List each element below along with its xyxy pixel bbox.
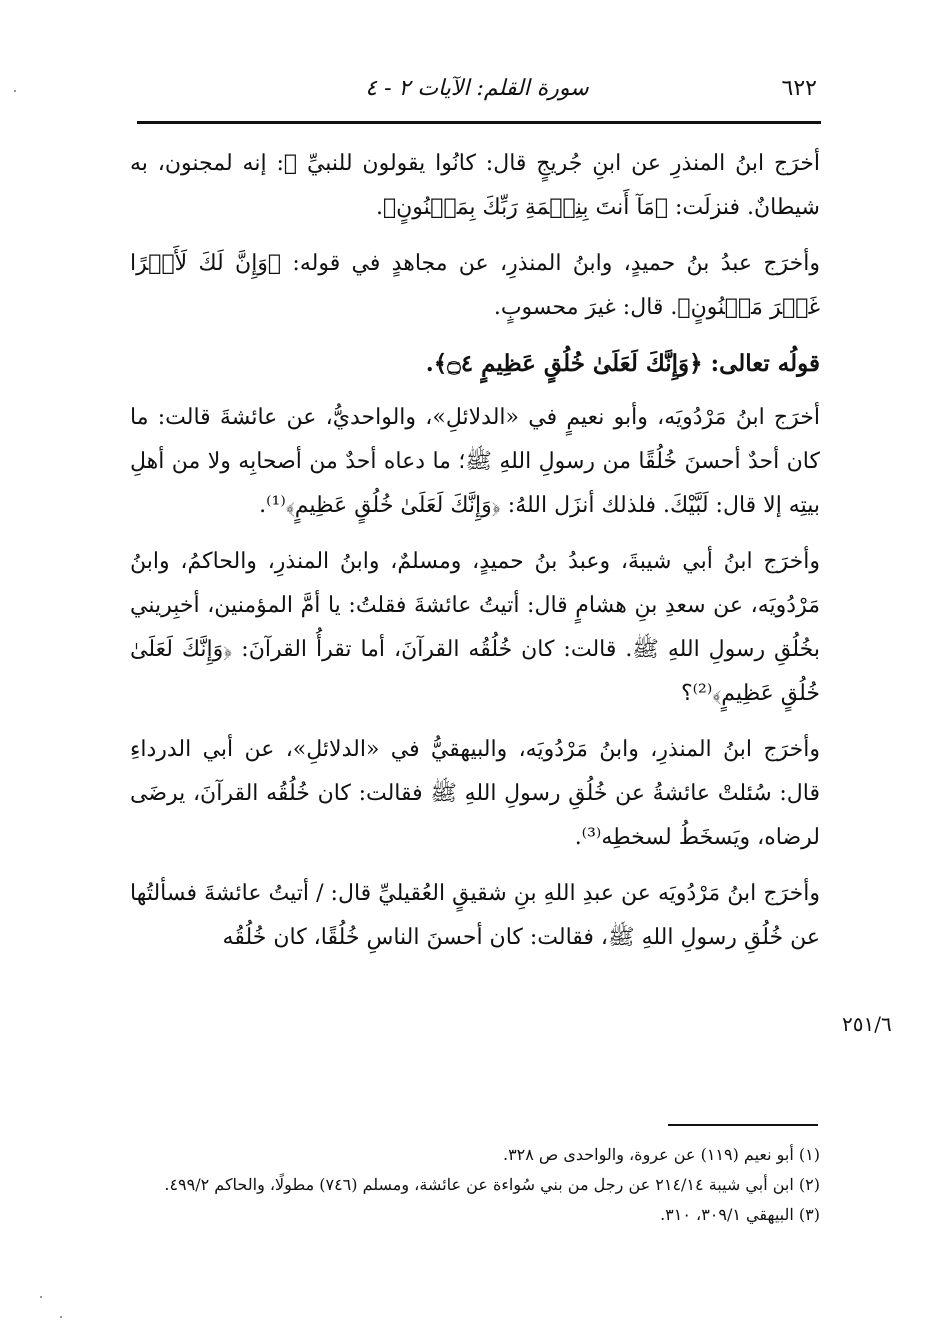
- footnote-1: (١) أبو نعيم (١١٩) عن عروة، والواحدى ص ٣٢٨.: [502, 1145, 820, 1164]
- paragraph-1: أخرَج ابنُ المنذرِ عن ابنِ جُريجٍ قال: كانُوا يقولون للنبيِّ ﷺ: إنه لمجنون، به شيطانٌ. فنزلَت: ﴿مَآ أَنتَ بِنِعۡمَةِ رَبِّكَ بِمَجۡنُونٍ﴾.: [130, 151, 820, 220]
- header-rule: [137, 121, 821, 124]
- running-title: سورة القلم: الآيات ٢ - ٤: [365, 76, 589, 101]
- margin-reference: ٢٥١/٦: [842, 1012, 892, 1036]
- paragraph-2: وأخرَج عبدُ بنُ حميدٍ، وابنُ المنذرِ، عن مجاهدٍ في قوله: ﴿وَإِنَّ لَكَ لَأَجۡرًا غَيۡرَ مَمۡنُونٍ﴾. قال: غيرَ محسوبٍ.: [130, 251, 820, 320]
- footnote-2: (٢) ابن أبي شيبة ٢١٤/١٤ عن رجل من بني سُواءة عن عائشة، ومسلم (٧٤٦) مطولًا، والحاكم ٤٩٩/٢.: [164, 1175, 820, 1194]
- scan-speck: [60, 1316, 62, 1318]
- main-text: [130, 142, 820, 972]
- paragraph-5: وأخرَج ابنُ المنذرِ، وابنُ مَرْدُويَه، والبيهقيُّ في «الدلائلِ»، عن أبي الدرداءِ قال: سُئلتْ عائشةُ عن خُلُقِ رسولِ اللهِ ﷺ فقالت: كان خُلُقُه القرآنَ، يرضَى لرضاه، ويَسخَطُ لسخطِه⁽³⁾.: [130, 737, 820, 850]
- footnote-3: (٣) البيهقي ٣٠٩/١، ٣١٠.: [660, 1205, 820, 1224]
- page-header: [137, 70, 817, 110]
- paragraph-6: وأخرَج ابنُ مَرْدُويَه عن عبدِ اللهِ بنِ شقيقٍ العُقيليِّ قال: / أتيتُ عائشةَ فسألتُها عن خُلُقِ رسولِ اللهِ ﷺ، فقالت: كان أحسنَ الناسِ خُلُقًا، كان خُلُقُه: [130, 881, 820, 950]
- paragraph-3: أخرَج ابنُ مَرْدُويَه، وأبو نعيمٍ في «الدلائلِ»، والواحديُّ، عن عائشةَ قالت: ما كان أحدٌ أحسنَ خُلُقًا من رسولِ اللهِ ﷺ؛ ما دعاه أحدٌ من أصحابِه ولا من أهلِ بيتِه إلا قال: لَبَّيْكَ. فلذلك أنزَل اللهُ: ﴿وَإِنَّكَ لَعَلَىٰ خُلُقٍ عَظِيمٍ﴾⁽¹⁾.: [130, 405, 820, 518]
- verse-heading: قولُه تعالى: ﴿وَإِنَّكَ لَعَلَىٰ خُلُقٍ عَظِيمٍ ۝٤﴾.: [425, 350, 820, 377]
- scan-speck: [14, 90, 16, 92]
- footnotes: [140, 1140, 820, 1230]
- page-number: ٦٢٢: [781, 76, 817, 101]
- scan-speck: [40, 1296, 42, 1298]
- paragraph-4: وأخرَج ابنُ أبي شيبةَ، وعبدُ بنُ حميدٍ، ومسلمٌ، وابنُ المنذرِ، والحاكمُ، وابنُ مَرْدُويَه، عن سعدِ بنِ هشامٍ قال: أتيتُ عائشةَ فقلتُ: يا أمَّ المؤمنين، أخبِريني بخُلُقِ رسولِ اللهِ ﷺ. قالت: كان خُلُقُه القرآنَ، أما تقرأُ القرآنَ: ﴿وَإِنَّكَ لَعَلَىٰ خُلُقٍ عَظِيمٍ﴾⁽²⁾؟: [130, 549, 820, 706]
- footnote-rule: [668, 1124, 818, 1126]
